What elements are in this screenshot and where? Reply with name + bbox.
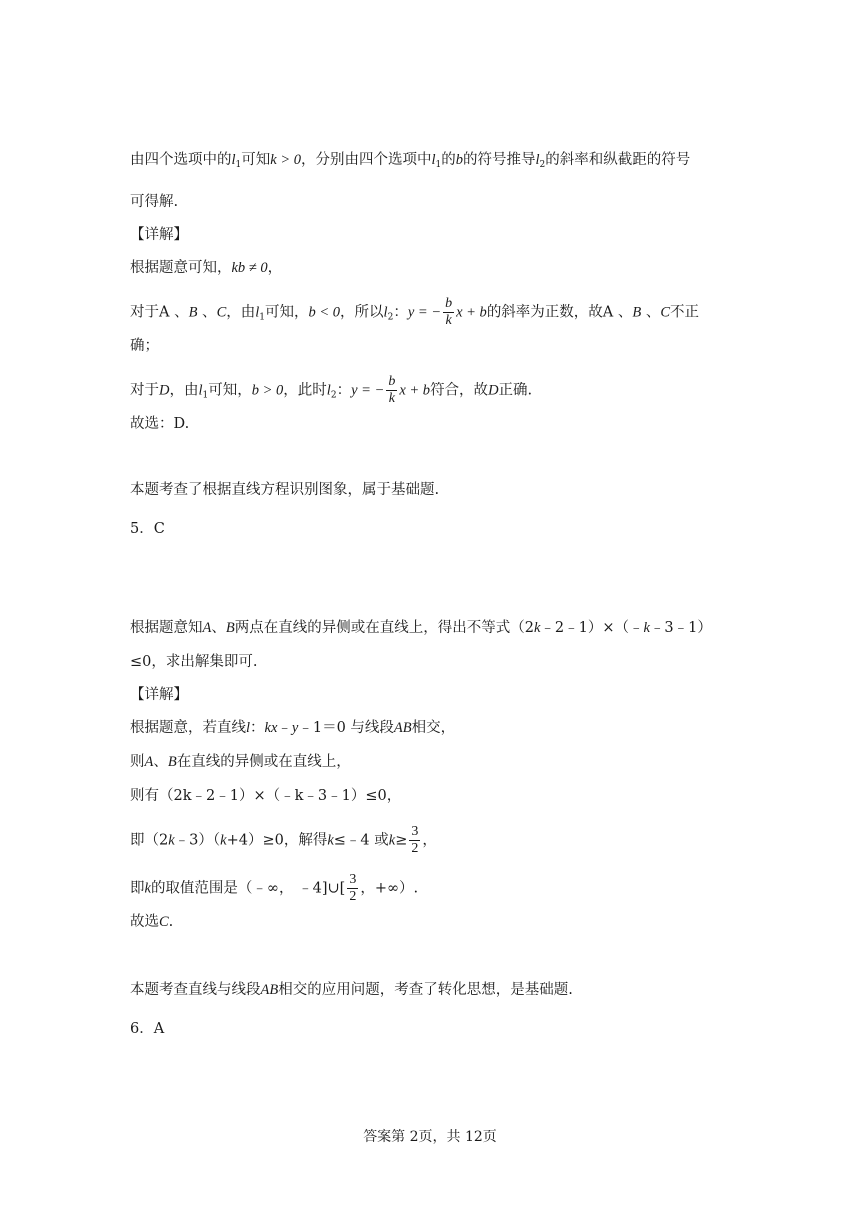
q5-number: 5．C xyxy=(130,521,165,537)
q5-detail-line2: 则A、B在直线的异侧或在直线上， xyxy=(130,754,351,770)
q4-detail-line3: 确； xyxy=(130,338,159,354)
fraction-b-over-k: $\frac{b}{k}$ xyxy=(388,374,396,406)
q4-detail-heading: 【详解】 xyxy=(130,227,188,243)
q4-analysis-line2: 可得解. xyxy=(130,194,179,210)
q4-detail-line1: 根据题意可知，kb ≠ 0， xyxy=(130,260,283,276)
fraction-three-halves: $\frac{3}{2}$ xyxy=(411,824,419,856)
q4-detail-line2: 对于A 、B 、C，由$l_1$可知，b < 0，所以$l_2$：y = − $\frac{b}{k}$ x + b的斜率为正数，故A 、B 、C不正 xyxy=(130,296,700,328)
q6-number: 6．A xyxy=(130,1021,165,1037)
q5-detail-line1: 根据题意，若直线l：kx﹣y﹣1＝0 与线段AB相交， xyxy=(130,720,456,736)
fraction-b-over-k: $\frac{b}{k}$ xyxy=(445,296,453,328)
page-footer: 答案第 2页，共 12页 xyxy=(363,1129,497,1145)
q5-answer: 故选C. xyxy=(130,914,174,930)
q4-answer: 故选：D. xyxy=(130,416,190,432)
q5-detail-line3: 则有（2k﹣2﹣1）×（﹣k﹣3﹣1）≤0， xyxy=(130,788,402,804)
q5-analysis-line1: 根据题意知A、B两点在直线的异侧或在直线上，得出不等式（2k﹣2﹣1）×（﹣k﹣3﹣1） xyxy=(130,620,712,636)
q5-detail-line5: 即k的取值范围是（﹣∞， ﹣4]∪[ $\frac{3}{2}$ ，+∞）. xyxy=(130,872,419,904)
q5-analysis-line2: ≤0，求出解集即可. xyxy=(130,654,258,670)
q5-detail-heading: 【详解】 xyxy=(130,687,188,703)
q4-analysis-line1: 由四个选项中的$l_1$可知k > 0，分别由四个选项中$l_1$的b的符号推导$l_2$的斜率和纵截距的符号 xyxy=(130,152,691,170)
q5-summary: 本题考查直线与线段AB相交的应用问题，考查了转化思想，是基础题. xyxy=(130,982,573,998)
q5-detail-line4: 即（2k﹣3）（k+4）≥0，解得k≤﹣4 或k≥ $\frac{3}{2}$ ， xyxy=(130,824,437,856)
q4-summary: 本题考查了根据直线方程识别图象，属于基础题. xyxy=(130,482,440,498)
q4-detail-line4: 对于D，由$l_1$可知，b > 0，此时$l_2$：y = − $\frac{b}{k}$ x + b符合，故D正确. xyxy=(130,374,533,406)
fraction-three-halves: $\frac{3}{2}$ xyxy=(349,872,357,904)
